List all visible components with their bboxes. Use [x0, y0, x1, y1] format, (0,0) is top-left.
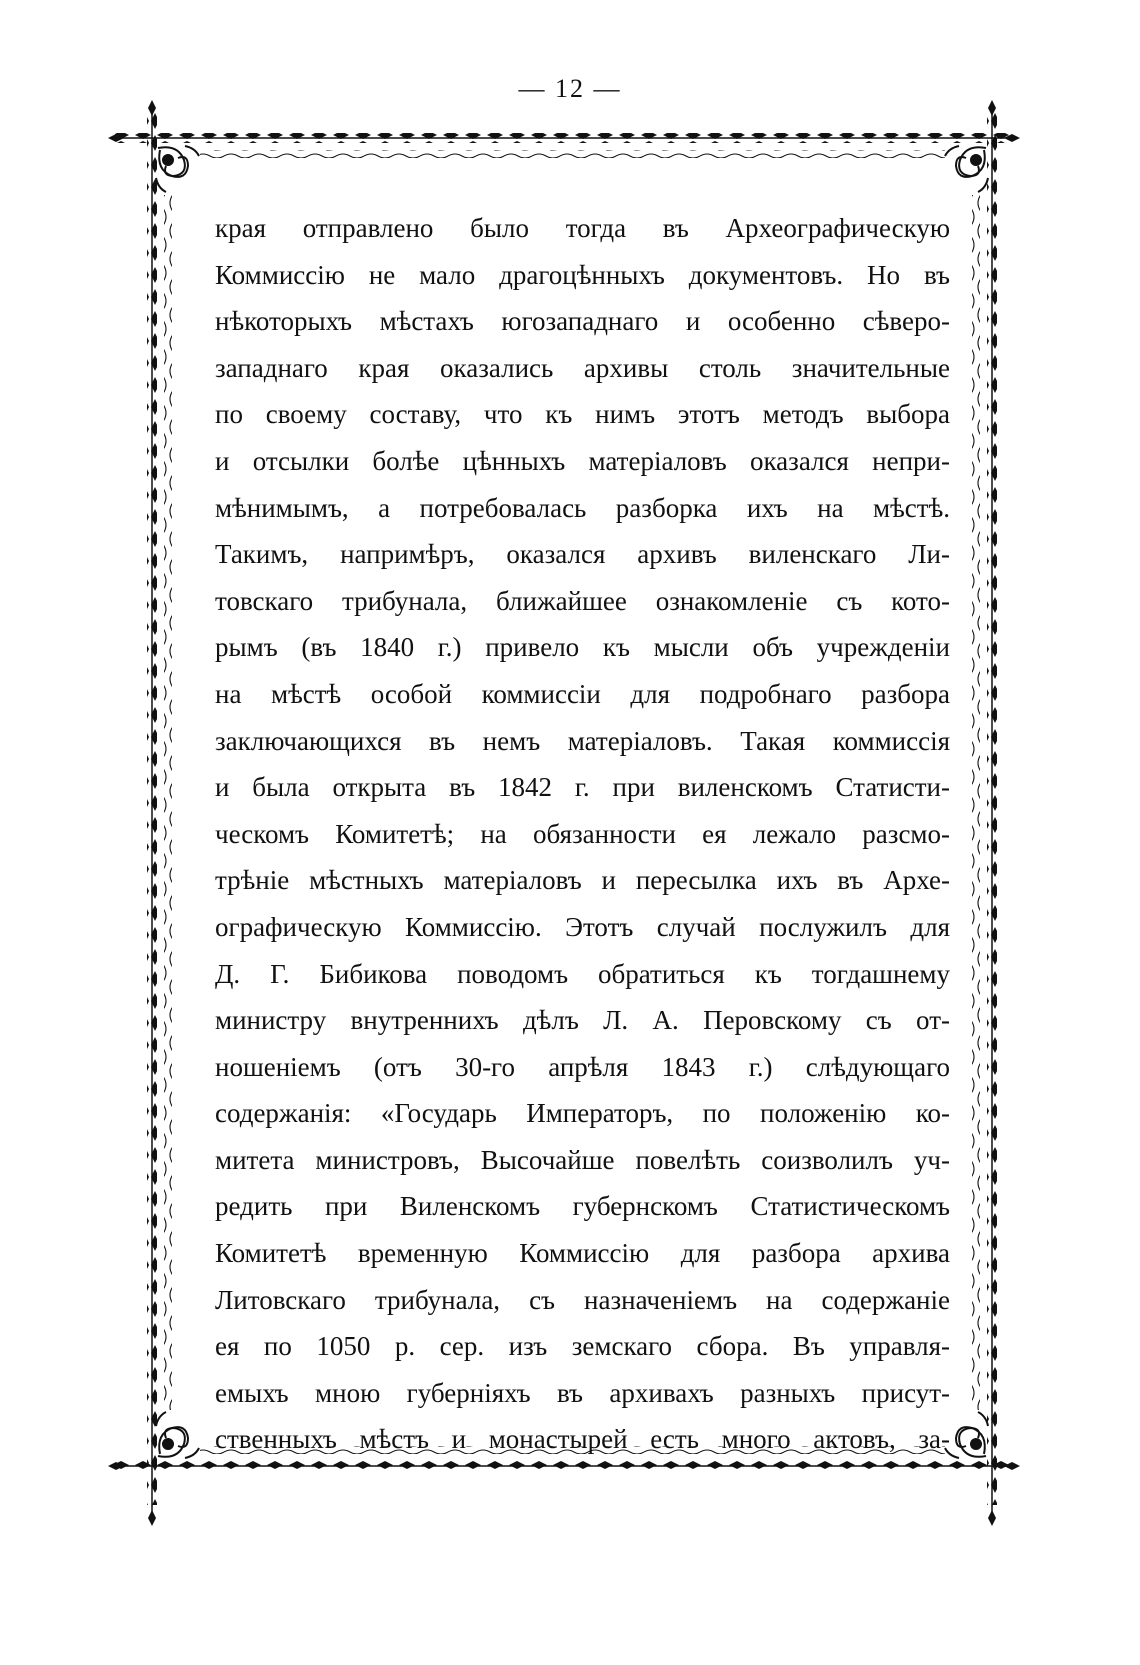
text-line: по своему составу, что къ нимъ этотъ методъ выбора — [215, 399, 950, 430]
text-line: ческомъ Комитетѣ; на обязанности ея лежало разсмо- — [215, 818, 950, 849]
text-line: на мѣстѣ особой коммиссіи для подробнаго разбора — [215, 678, 950, 709]
corner-flourish-top-left — [156, 146, 199, 192]
corner-flourish-top-right — [945, 146, 988, 192]
text-line: трѣніе мѣстныхъ матеріаловъ и пересылка ихъ въ Архе- — [215, 865, 950, 896]
corner-flourish-bottom-right — [945, 1412, 988, 1458]
text-line: Коммиссію не мало драгоцѣнныхъ документовъ. Но въ — [215, 259, 950, 290]
text-line: заключающихся въ немъ матеріаловъ. Такая коммиссія — [215, 725, 950, 756]
text-line: и была открыта въ 1842 г. при виленскомъ Статисти- — [215, 772, 950, 803]
text-line: западнаго края оказались архивы столь значительные — [215, 352, 950, 383]
text-line: Комитетѣ временную Коммиссію для разбора архива — [215, 1238, 950, 1269]
left-wave — [164, 195, 172, 1410]
text-line: и отсылки болѣе цѣнныхъ матеріаловъ оказался непри- — [215, 445, 950, 476]
text-line: Литовскаго трибунала, съ назначеніемъ на содержаніе — [215, 1284, 950, 1315]
text-line: края отправлено было тогда въ Археографическую — [215, 213, 950, 243]
text-line: Д. Г. Бибикова поводомъ обратиться къ тогдашнему — [215, 958, 950, 989]
text-line: ственныхъ мѣстъ и монастырей есть много актовъ, за- — [215, 1424, 950, 1455]
text-line: мѣнимымъ, а потребовалась разборка ихъ на мѣстѣ. — [215, 492, 950, 523]
right-wave — [972, 195, 980, 1410]
text-line: товскаго трибунала, ближайшее ознакомленіе съ кото- — [215, 585, 950, 616]
text-line: ея по 1050 р. сер. изъ земскаго сбора. Въ управля- — [215, 1331, 950, 1362]
text-line: министру внутреннихъ дѣлъ Л. А. Перовскому съ от- — [215, 1005, 950, 1036]
text-line: редить при Виленскомъ губернскомъ Статистическомъ — [215, 1191, 950, 1222]
body-text — [215, 205, 950, 1463]
top-wave — [200, 150, 945, 158]
text-line: содержанія: «Государь Императоръ, по положенію ко- — [215, 1098, 950, 1129]
corner-flourish-bottom-left — [156, 1412, 199, 1458]
text-line: ографическую Коммиссію. Этотъ случай послужилъ для — [215, 911, 950, 942]
text-line: ношеніемъ (отъ 30-го апрѣля 1843 г.) слѣдующаго — [215, 1051, 950, 1082]
text-line: нѣкоторыхъ мѣстахъ югозападнаго и особенно сѣверо- — [215, 306, 950, 337]
text-line: Такимъ, напримѣръ, оказался архивъ виленскаго Ли- — [215, 539, 950, 570]
text-line: емыхъ мною губерніяхъ въ архивахъ разныхъ присут- — [215, 1377, 950, 1408]
text-line: рымъ (въ 1840 г.) привело къ мысли объ учрежденіи — [215, 632, 950, 663]
text-line: митета министровъ, Высочайше повелѣть соизволилъ уч- — [215, 1144, 950, 1175]
page-number: — 12 — — [518, 74, 622, 103]
